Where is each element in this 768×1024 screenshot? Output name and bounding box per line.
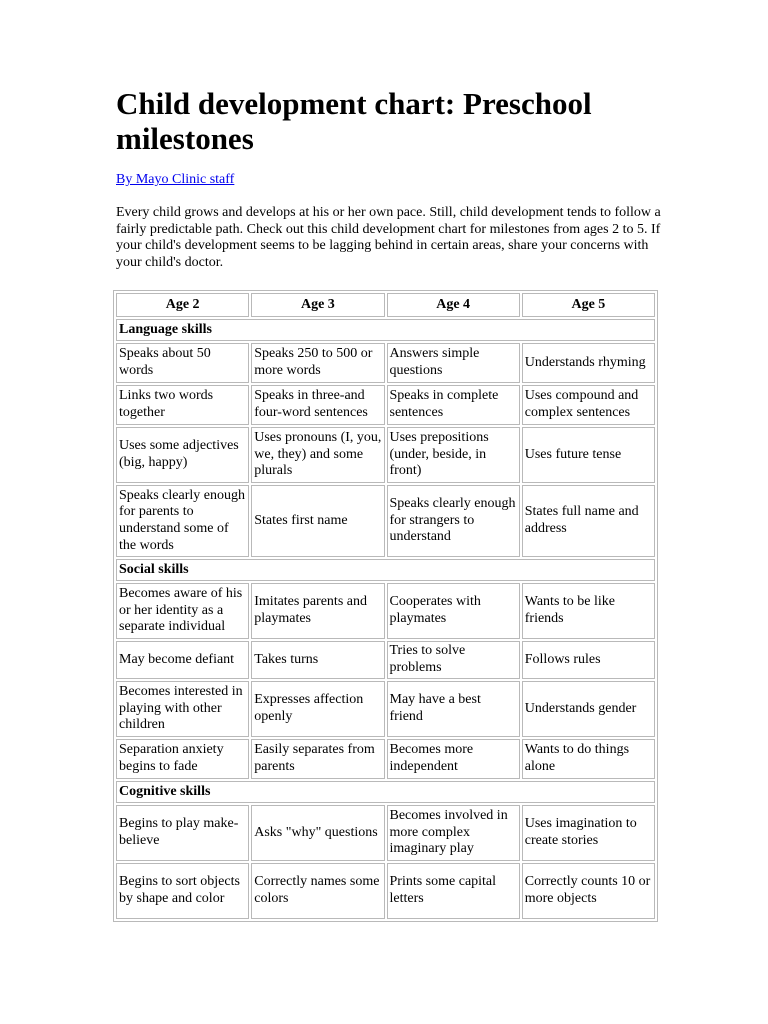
header-age-2: Age 2 (116, 293, 249, 317)
table-cell: Begins to play make-believe (116, 805, 249, 861)
table-cell: Speaks about 50 words (116, 343, 249, 383)
table-cell: Links two words together (116, 385, 249, 425)
table-cell: States full name and address (522, 485, 655, 557)
table-cell: Becomes interested in playing with other children (116, 681, 249, 737)
table-row (116, 739, 655, 779)
header-age-3: Age 3 (251, 293, 384, 317)
table-cell: Uses prepositions (under, beside, in front) (387, 427, 520, 483)
table-row (116, 681, 655, 737)
section-cognitive-skills: Cognitive skills (116, 781, 655, 803)
table-cell: Uses pronouns (I, you, we, they) and some plurals (251, 427, 384, 483)
table-cell: Becomes involved in more complex imaginary play (387, 805, 520, 861)
table-cell: Expresses affection openly (251, 681, 384, 737)
table-cell: Easily separates from parents (251, 739, 384, 779)
table-cell: Uses some adjectives (big, happy) (116, 427, 249, 483)
table-cell: Begins to sort objects by shape and color (116, 863, 249, 919)
table-cell: May have a best friend (387, 681, 520, 737)
table-cell: Correctly names some colors (251, 863, 384, 919)
milestones-table (113, 290, 658, 922)
table-cell: Speaks clearly enough for strangers to understand (387, 485, 520, 557)
section-row (116, 559, 655, 581)
table-cell: Cooperates with playmates (387, 583, 520, 639)
table-row (116, 805, 655, 861)
section-language-skills: Language skills (116, 319, 655, 341)
header-age-5: Age 5 (522, 293, 655, 317)
table-row (116, 863, 655, 919)
table-cell: Answers simple questions (387, 343, 520, 383)
table-cell: Prints some capital letters (387, 863, 520, 919)
table-row (116, 583, 655, 639)
section-row (116, 319, 655, 341)
table-cell: Uses imagination to create stories (522, 805, 655, 861)
table-row (116, 385, 655, 425)
intro-paragraph: Every child grows and develops at his or her own pace. Still, child development tends to follow a fairly predictable path. Check out this child development chart for milestones from ages 2 to 5. If your child's development seems to be lagging behind in certain areas, share your concerns with your child's doctor. (116, 205, 661, 270)
table-cell: Speaks in three-and four-word sentences (251, 385, 384, 425)
table-cell: Asks "why" questions (251, 805, 384, 861)
table-cell: Takes turns (251, 641, 384, 679)
table-cell: Speaks in complete sentences (387, 385, 520, 425)
table-cell: Becomes more independent (387, 739, 520, 779)
table-row (116, 343, 655, 383)
table-cell: Imitates parents and playmates (251, 583, 384, 639)
table-cell: Correctly counts 10 or more objects (522, 863, 655, 919)
table-cell: Uses future tense (522, 427, 655, 483)
table-cell: Becomes aware of his or her identity as a separate individual (116, 583, 249, 639)
table-cell: Speaks 250 to 500 or more words (251, 343, 384, 383)
table-cell: Tries to solve problems (387, 641, 520, 679)
table-cell: Speaks clearly enough for parents to understand some of the words (116, 485, 249, 557)
table-cell: Uses compound and complex sentences (522, 385, 655, 425)
page-title: Child development chart: Preschool milestones (116, 86, 592, 156)
table-header-row (116, 293, 655, 317)
table-cell: May become defiant (116, 641, 249, 679)
table-row (116, 641, 655, 679)
section-social-skills: Social skills (116, 559, 655, 581)
table-cell: Separation anxiety begins to fade (116, 739, 249, 779)
table-cell: Understands rhyming (522, 343, 655, 383)
table-cell: Follows rules (522, 641, 655, 679)
section-row (116, 781, 655, 803)
byline-link[interactable]: By Mayo Clinic staff (116, 172, 235, 187)
table-row (116, 485, 655, 557)
header-age-4: Age 4 (387, 293, 520, 317)
table-row (116, 427, 655, 483)
table-cell: Wants to be like friends (522, 583, 655, 639)
table-cell: Understands gender (522, 681, 655, 737)
table-cell: States first name (251, 485, 384, 557)
table-cell: Wants to do things alone (522, 739, 655, 779)
